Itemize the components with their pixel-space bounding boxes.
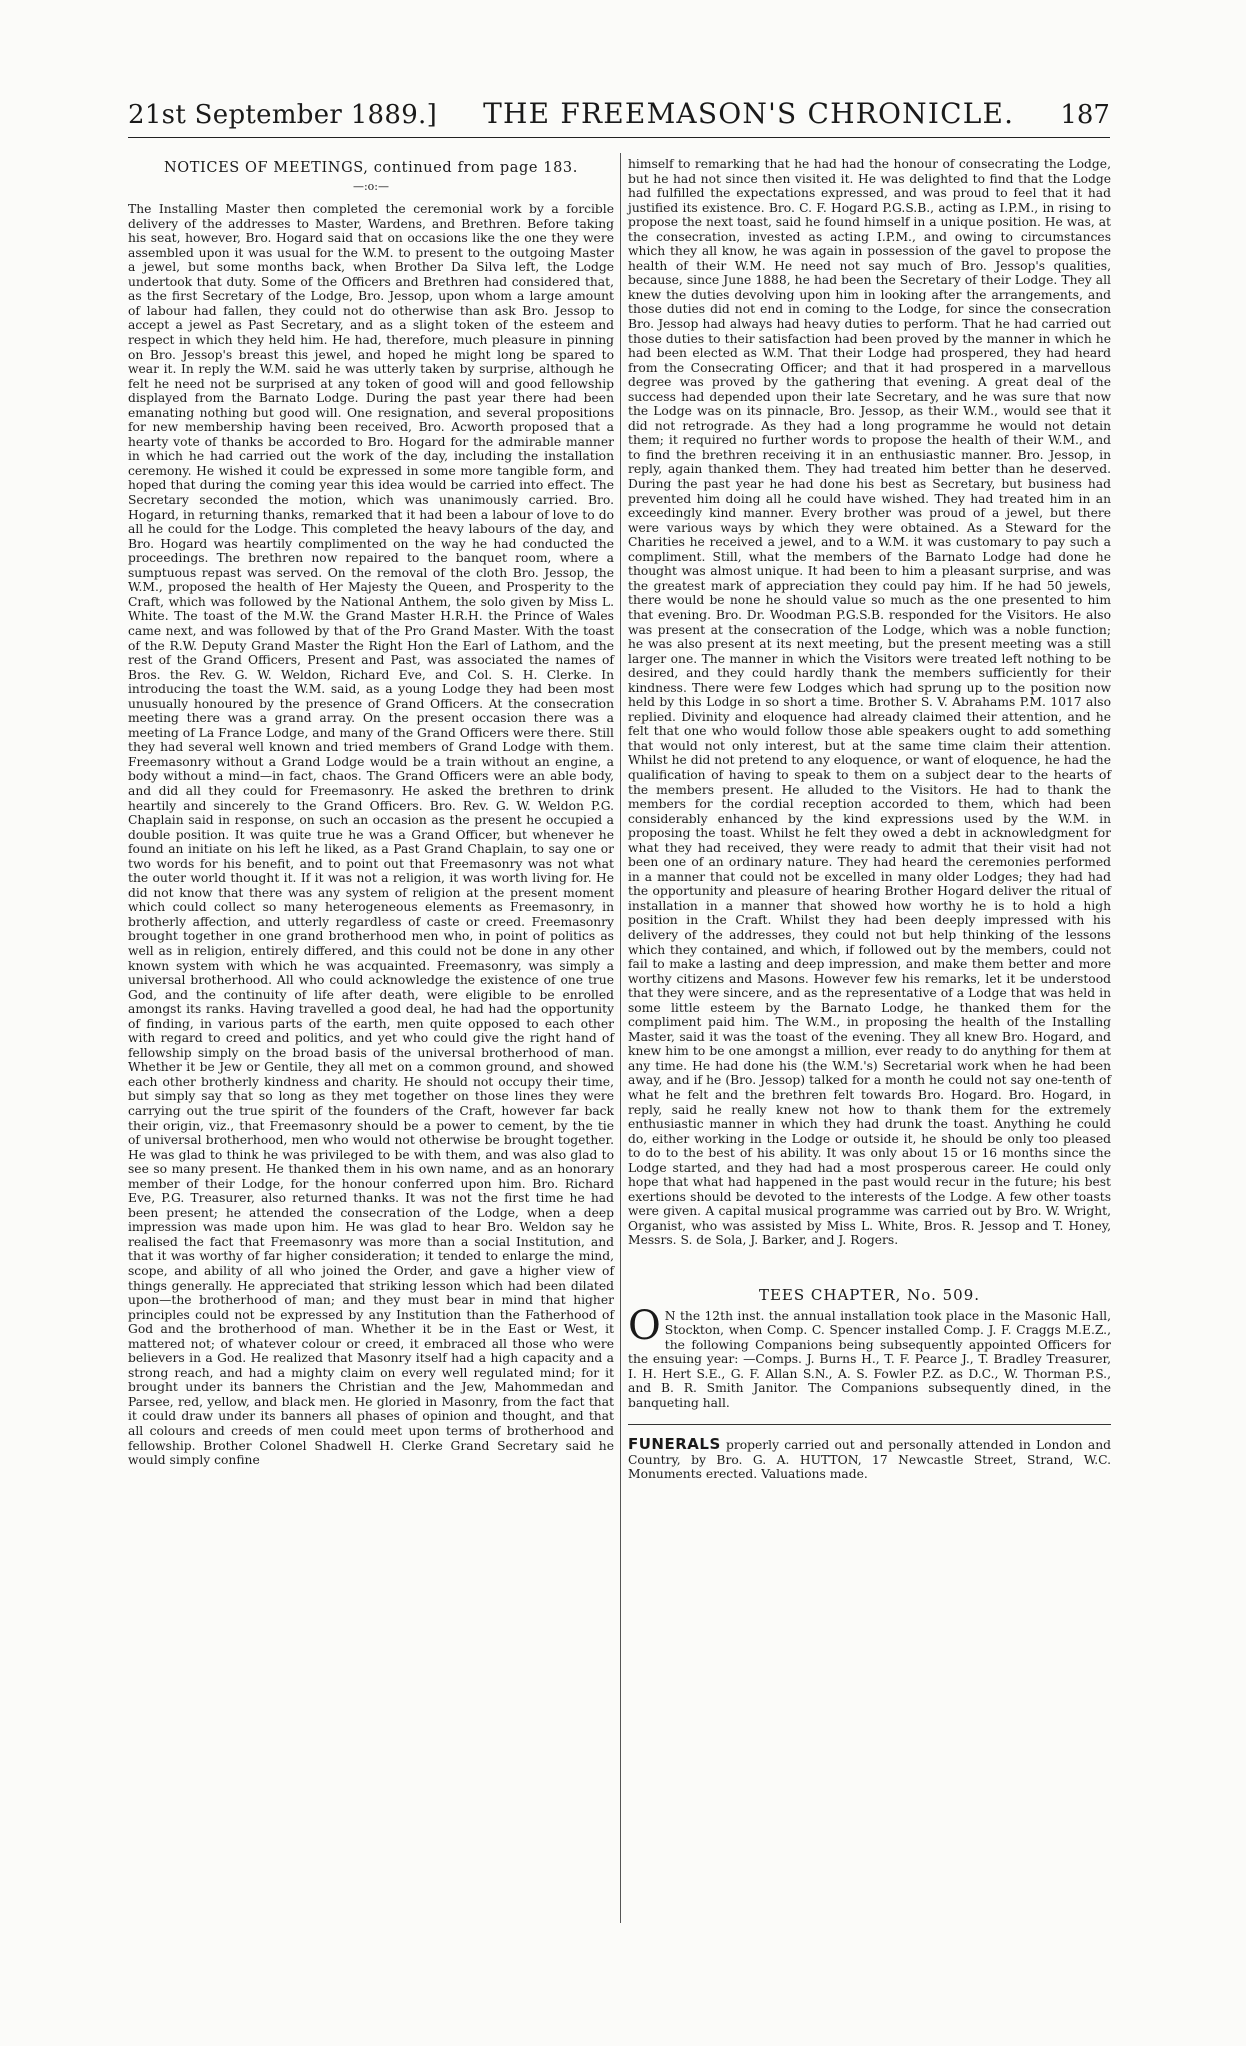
chapter-paragraph <box>628 1302 1111 1411</box>
advert-text: properly carried out and personally attended in London and Country, by Bro. G. A. HUTTON, 17 Newcastle Street, Strand, W.C. Monuments erected. Valuations made. <box>628 1438 1111 1482</box>
right-column <box>628 157 1111 1482</box>
page-number: 187 <box>1060 100 1110 130</box>
funeral-advert <box>628 1437 1111 1482</box>
chapter-heading: TEES CHAPTER, No. 509. <box>758 1286 981 1305</box>
issue-date: 21st September 1889.] <box>128 100 438 130</box>
article-body-right: himself to remarking that he had had the honour of consecrating the Lodge, but he had not since then visited it. He was delighted to find that the Lodge had fulfilled the expectations expressed, and was proud to feel that it had justified its existence. Bro. C. F. Hogard P.G.S.B., acting as I.P.M., in rising to propose the next toast, said he found himself in a unique position. He was, at the consecration, invested as acting I.P.M., and owing to circumstances which they all know, he was again in possession of the gavel to propose the health of their W.M. He need not say much of Bro. Jessop's qualities, because, since June 1888, he had been the Secretary of their Lodge. They all knew the duties devolving upon him in looking after the arrangements, and those duties did not end in coming to the Lodge, for since the consecration Bro. Jessop had always had heavy duties to perform. That he had carried out those duties to their satisfaction had been proved by the manner in which he had been elected as W.M. That their Lodge had prospered, they had heard from the Consecrating Officer; and that it had prospered in a marvellous degree was proved by the gathering that evening. A great deal of the success had depended upon their late Secretary, and he was sure that now the Lodge was on its pinnacle, Bro. Jessop, as their W.M., would see that it did not retrograde. As they had a long programme he would not detain them; it required no further words to propose the health of their W.M., and to find the brethren receiving it in an enthusiastic manner. Bro. Jessop, in reply, again thanked them. They had treated him better than he deserved. During the past year he had done his best as Secretary, but business had prevented him doing all he could have wished. They had treated him in an exceedingly kind manner. Every brother was proud of a jewel, but there were various ways by which they were obtained. As a Steward for the Charities he received a jewel, and to a W.M. it was customary to pay such a compliment. Still, what the members of the Barnato Lodge had done he thought was almost unique. It had been to him a pleasant surprise, and was the greatest mark of appreciation they could pay him. If he had 50 jewels, there would be none he should value so much as the one presented to him that evening. Bro. Dr. Woodman P.G.S.B. responded for the Visitors. He also was present at the consecration of the Lodge, which was a noble function; he was also present at its next meeting, but the present meeting was a still larger one. The manner in which the Visitors were treated left nothing to be desired, and they could hardly thank the members sufficiently for their kindness. There were few Lodges which had sprung up to the position now held by this Lodge in so short a time. Brother S. V. Abrahams P.M. 1017 also replied. Divinity and eloquence had already claimed their attention, and he felt that one who would follow those able speakers ought to add something that would not only interest, but at the same time claim their attention. Whilst he did not pretend to any eloquence, or want of eloquence, he had the qualification of having to speak to them on a subject dear to the hearts of the members present. He alluded to the Visitors. He had to thank the members for the cordial reception accorded to them, which had been considerably enhanced by the kind expressions used by the W.M. in proposing the toast. Whilst he felt they owed a debt in acknowledgment for what they had received, they were ready to admit that their visit had not been one of an ordinary nature. They had heard the ceremonies performed in a manner that could not be excelled in many older Lodges; they had had the opportunity and pleasure of hearing Brother Hogard deliver the ritual of installation in a manner that showed how worthy he is to hold a high position in the Craft. Whilst they had been deeply impressed with his delivery of the addresses, they could not but help thinking of the lessons which they contained, and which, if followed out by the members, could not fail to make a lasting and deep impression, and make them better and more worthy citizens and Masons. However few his remarks, let it be understood that they were sincere, and as the representative of a Lodge that was held in some little esteem by the Barnato Lodge, he thanked them for the compliment paid him. The W.M., in proposing the health of the Installing Master, said it was the toast of the evening. They all knew Bro. Hogard, and knew him to be one amongst a million, ever ready to do anything for them at any time. He had done his (the W.M.'s) Secretarial work when he had been away, and if he (Bro. Jessop) talked for a month he could not say one-tenth of what he felt and the brethren felt towards Bro. Hogard. Bro. Hogard, in reply, said he really knew not how to thank them for the extremely enthusiastic manner in which they had drunk the toast. Anything he could do, either working in the Lodge or outside it, he should be only too pleased to do to the best of his ability. It was only about 15 or 16 months since the Lodge started, and they had had a most prosperous career. He could only hope that what had happened in the past would recur in the future; his best exertions should be devoted to the interests of the Lodge. A few other toasts were given. A capital musical programme was carried out by Bro. W. Wright, Organist, who was assisted by Miss L. White, Bros. R. Jessop and T. Honey, Messrs. S. de Sola, J. Barker, and J. Rogers. <box>628 157 1111 1248</box>
advert-label: FUNERALS <box>628 1435 721 1454</box>
drop-cap: O <box>628 1302 661 1349</box>
chapter-body: N the 12th inst. the annual installation took place in the Masonic Hall, Stockton, when Comp. C. Spencer installed Comp. J. F. Craggs M.E.Z., the following Companions being subsequently appointed Officers for the ensuing year: —Comps. J. Burns H., T. F. Pearce J., T. Bradley Treasurer, I. H. Hert S.E., G. F. Allan S.N., A. S. Fowler P.Z. as D.C., W. Thorman P.S., and B. R. Smith Janitor. The Companions subsequently dined, in the banqueting hall. <box>628 1308 1111 1410</box>
running-header <box>128 97 1110 138</box>
publication-title: THE FREEMASON'S CHRONICLE. <box>483 97 1015 130</box>
article-body-left: The Installing Master then completed the ceremonial work by a forcible delivery of the addresses to Master, Wardens, and Brethren. Before taking his seat, however, Bro. Hogard said that on occasions like the one they were assembled upon it was usual for the W.M. to present to the outgoing Master a jewel, but some months back, when Brother Da Silva left, the Lodge undertook that duty. Some of the Officers and Brethren had considered that, as the first Secretary of the Lodge, Bro. Jessop, upon whom a large amount of labour had fallen, they could not do otherwise than ask Bro. Jessop to accept a jewel as Past Secretary, and as a slight token of the esteem and respect in which they held him. He had, therefore, much pleasure in pinning on Bro. Jessop's breast this jewel, and hoped he might long be spared to wear it. In reply the W.M. said he was utterly taken by surprise, although he felt he need not be surprised at any token of good will and good fellowship displayed from the Barnato Lodge. During the past year there had been emanating nothing but good will. One resignation, and several propositions for new membership having been received, Bro. Acworth proposed that a hearty vote of thanks be accorded to Bro. Hogard for the admirable manner in which he had carried out the work of the day, including the installation ceremony. He wished it could be expressed in some more tangible form, and hoped that during the coming year this idea would be carried into effect. The Secretary seconded the motion, which was unanimously carried. Bro. Hogard, in returning thanks, remarked that it had been a labour of love to do all he could for the Lodge. This completed the heavy labours of the day, and Bro. Hogard was heartily complimented on the way he had conducted the proceedings. The brethren now repaired to the banquet room, where a sumptuous repast was served. On the removal of the cloth Bro. Jessop, the W.M., proposed the health of Her Majesty the Queen, and Prosperity to the Craft, which was followed by the National Anthem, the solo given by Miss L. White. The toast of the M.W. the Grand Master H.R.H. the Prince of Wales came next, and was followed by that of the Pro Grand Master. With the toast of the R.W. Deputy Grand Master the Right Hon the Earl of Lathom, and the rest of the Grand Officers, Present and Past, was associated the names of Bros. the Rev. G. W. Weldon, Richard Eve, and Col. S. H. Clerke. In introducing the toast the W.M. said, as a young Lodge they had been most unusually honoured by the presence of Grand Officers. At the consecration meeting there was a grand array. On the present occasion there was a meeting of La France Lodge, and many of the Grand Officers were there. Still they had several well known and tried members of Grand Lodge with them. Freemasonry without a Grand Lodge would be a train without an engine, a body without a mind—in fact, chaos. The Grand Officers were an able body, and did all they could for Freemasonry. He asked the brethren to drink heartily and sincerely to the Grand Officers. Bro. Rev. G. W. Weldon P.G. Chaplain said in response, on such an occasion as the present he occupied a double position. It was quite true he was a Grand Officer, but whenever he found an initiate on his left he liked, as a Past Grand Chaplain, to say one or two words for his benefit, and to point out that Freemasonry was not what the outer world thought it. If it was not a religion, it was worth living for. He did not know that there was any system of religion at the present moment which could collect so many heterogeneous elements as Freemasonry, in brotherly affection, and utterly regardless of caste or creed. Freemasonry brought together in one grand brotherhood men who, in point of politics as well as in religion, entirely differed, and this could not be done in any other known system with which he was acquainted. Freemasonry, was simply a universal brotherhood. All who could acknowledge the existence of one true God, and the continuity of life after death, were eligible to be enrolled amongst its ranks. Having travelled a good deal, he had had the opportunity of finding, in various parts of the earth, men quite opposed to each other with regard to creed and politics, and yet who could give the right hand of fellowship simply on the broad basis of the universal brotherhood of man. Whether it be Jew or Gentile, they all met on a common ground, and showed each other brotherly kindness and charity. He should not occupy their time, but simply say that so long as they met together on those lines they were carrying out the true spirit of the founders of the Craft, however far back their origin, viz., that Freemasonry should be a power to cement, by the tie of universal brotherhood, men who would not otherwise be brought together. He was glad to think he was privileged to be with them, and was also glad to see so many present. He thanked them in his own name, and as an honorary member of their Lodge, for the honour conferred upon him. Bro. Richard Eve, P.G. Treasurer, also returned thanks. It was not the first time he had been present; he attended the consecration of the Lodge, when a deep impression was made upon him. He was glad to hear Bro. Weldon say he realised the fact that Freemasonry was more than a social Institution, and that it was worthy of far higher consideration; it tended to enlarge the mind, scope, and ability of all who joined the Order, and gave a higher view of things generally. He appreciated that striking lesson which had been dilated upon—the brotherhood of man; and they must bear in mind that higher principles could not be expressed by any Institution than the Fatherhood of God and the brotherhood of man. Whether it be in the East or West, it mattered not; of whatever colour or creed, it embraced all those who were believers in a God. He realized that Masonry itself had a high capacity and a strong reach, and had a mighty claim on every well regulated mind; for it brought under its banners the Christian and the Jew, Mahommedan and Parsee, red, yellow, and black men. He gloried in Masonry, from the fact that it could draw under its banners all phases of opinion and thought, and that all colours and creeds of men could meet upon terms of brotherhood and fellowship. Brother Colonel Shadwell H. Clerke Grand Secretary said he would simply confine <box>128 202 614 1468</box>
advert-divider <box>628 1424 1111 1425</box>
column-divider <box>620 153 621 1923</box>
section-heading: NOTICES OF MEETINGS, continued from page 183. <box>164 160 578 176</box>
left-column <box>128 157 614 1468</box>
section-separator: —:o:— <box>352 179 390 193</box>
